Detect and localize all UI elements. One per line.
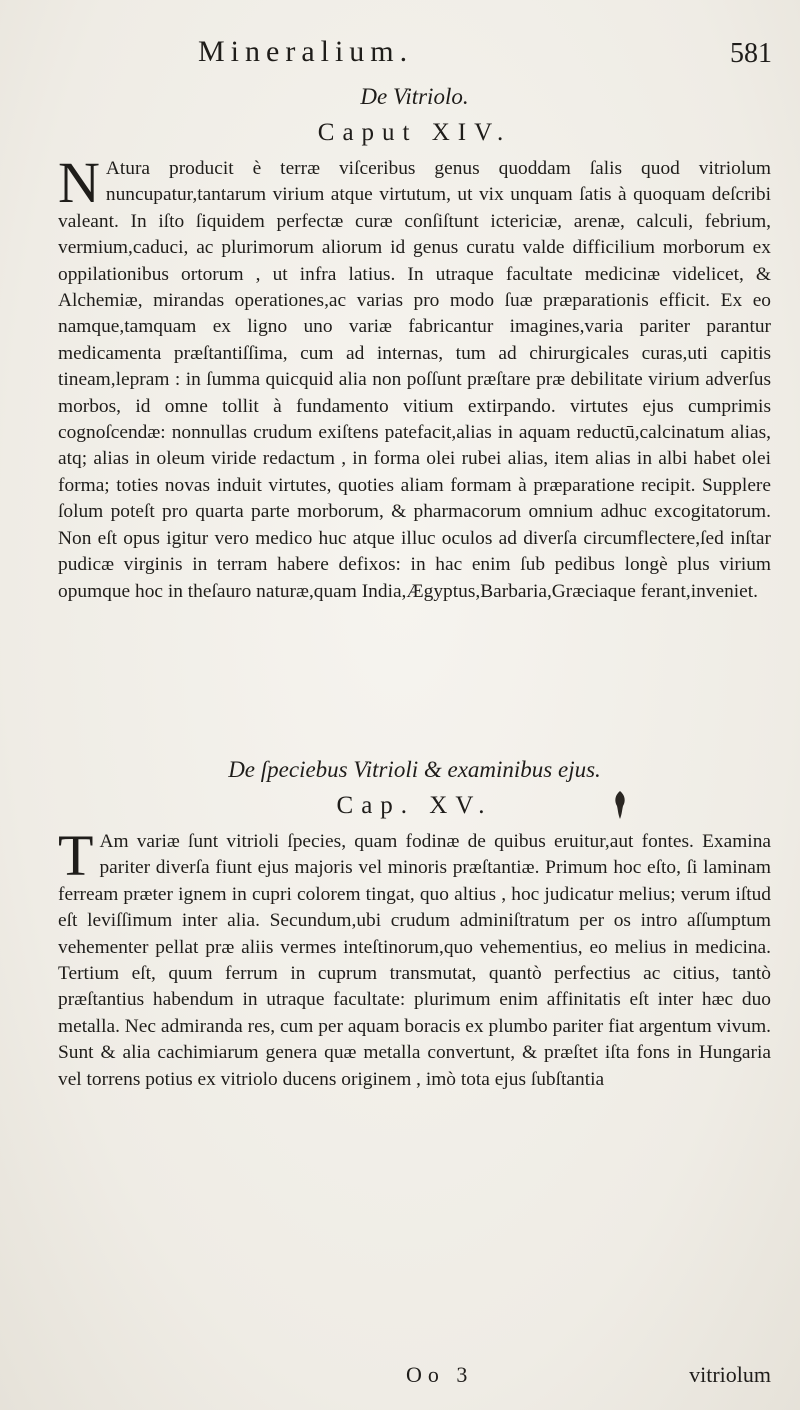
chapter-15: [58, 755, 771, 1093]
page-number: 581: [730, 38, 772, 69]
page-footer: [58, 1360, 771, 1390]
chapter-14-subtitle: De Vitriolo.: [360, 84, 469, 109]
chapter-15-body: [58, 823, 771, 1093]
catchword: vitriolum: [689, 1362, 771, 1387]
chapter-14-body: [58, 150, 771, 605]
chapter-15-label: Cap. XV.: [336, 792, 493, 819]
chapter-14: [58, 82, 771, 605]
chapter-14-label: Caput XIV.: [317, 119, 512, 146]
chapter-14-text: Atura producit è terræ viſceribus genus quoddam ſalis quod vitriolum nuncupatur,tantarum virium atque virtutum, ut vix unquam ſatis à quoquam deſcribi valeant. In iſto ſiquidem perfectæ curæ conſiſtunt ictericiæ, arenæ, calculi, febrium, vermium,caduci, ac plurimorum aliorum id genus curatu valde difficilium morborum ex oppilationibus ortorum , ut infra latius. In utraque facultate medicinæ videlicet, & Alchemiæ, mirandas operationes,ac varias pro modo ſuæ præparationis efficit. Ex eo namque,tamquam ex ligno uno variæ fabricantur imagines,varia pariter parantur medicamenta præſtantiſſima, cum ad internas, tum ad chirurgicales curas,uti capitis tineam,lepram : in ſumma quicquid alia non poſſunt præſtare præ debilitate virium adverſus morbos, id omne tollit à fundamento vitium extirpando. virtutes ejus cumprimis cognoſcendæ: nonnullas crudum exiſtens patefacit,alias in aquam reductū,calcinatum alias, atq; alias in oleum viride redactum , in forma olei rubei alias, item alias in albi habet olei forma; toties novas induit virtutes, quoties aliam formam à præparatione recipit. Supplere ſolum poteſt pro quarta parte morborum, & pharmacorum omnium adhuc excogitatorum. Non eſt opus igitur vero medico huc atque illuc oculos ad diverſa circumflectere,ſed inſtar pudicæ virginis in terram habere defixos: in hac enim ſub pedibus longè plus virium opumque hoc in theſauro naturæ,quam India,Ægyptus,Barbaria,Græciaque ferant,inveniet.: [58, 158, 771, 602]
running-title: Mineralium.: [198, 35, 414, 68]
drop-cap-t: T: [58, 823, 94, 888]
chapter-15-subtitle: De ſpeciebus Vitrioli & examinibus ejus.: [228, 757, 601, 782]
chapter-15-text: Am variæ ſunt vitrioli ſpecies, quam fodinæ de quibus eruitur,aut fontes. Examina pariter diverſa fiunt ejus majoris vel minoris præſtantiæ. Primum hoc eſto, ſi laminam ferream præter ignem in cupri colorem tingat, quo altius , hoc judicatur melius; verum iſtud eſt leviſſimum inter alia. Secundum,ubi crudum adminiſtratum per os intro aſſumptum vehementer pellat præ aliis vermes inteſtinorum,quo vehementius, eo melius in medicina. Tertium eſt, quum ferrum in cuprum transmutat, quantò perfectius ac citius, tantò præſtantius habendum in utraque facultate: plurimum enim affinitatis eſt inter hæc duo metalla. Nec admiranda res, cum per aquam boracis ex plumbo pariter fiat argentum vivum. Sunt & alia cachimiarum genera quæ metalla convertunt, & præſtet iſta fons in Hungaria vel torrens potius ex vitriolo ducens originem , imò tota ejus ſubſtantia: [58, 831, 771, 1090]
signature-mark: Oo 3: [406, 1362, 474, 1387]
drop-cap-n: N: [58, 150, 100, 215]
